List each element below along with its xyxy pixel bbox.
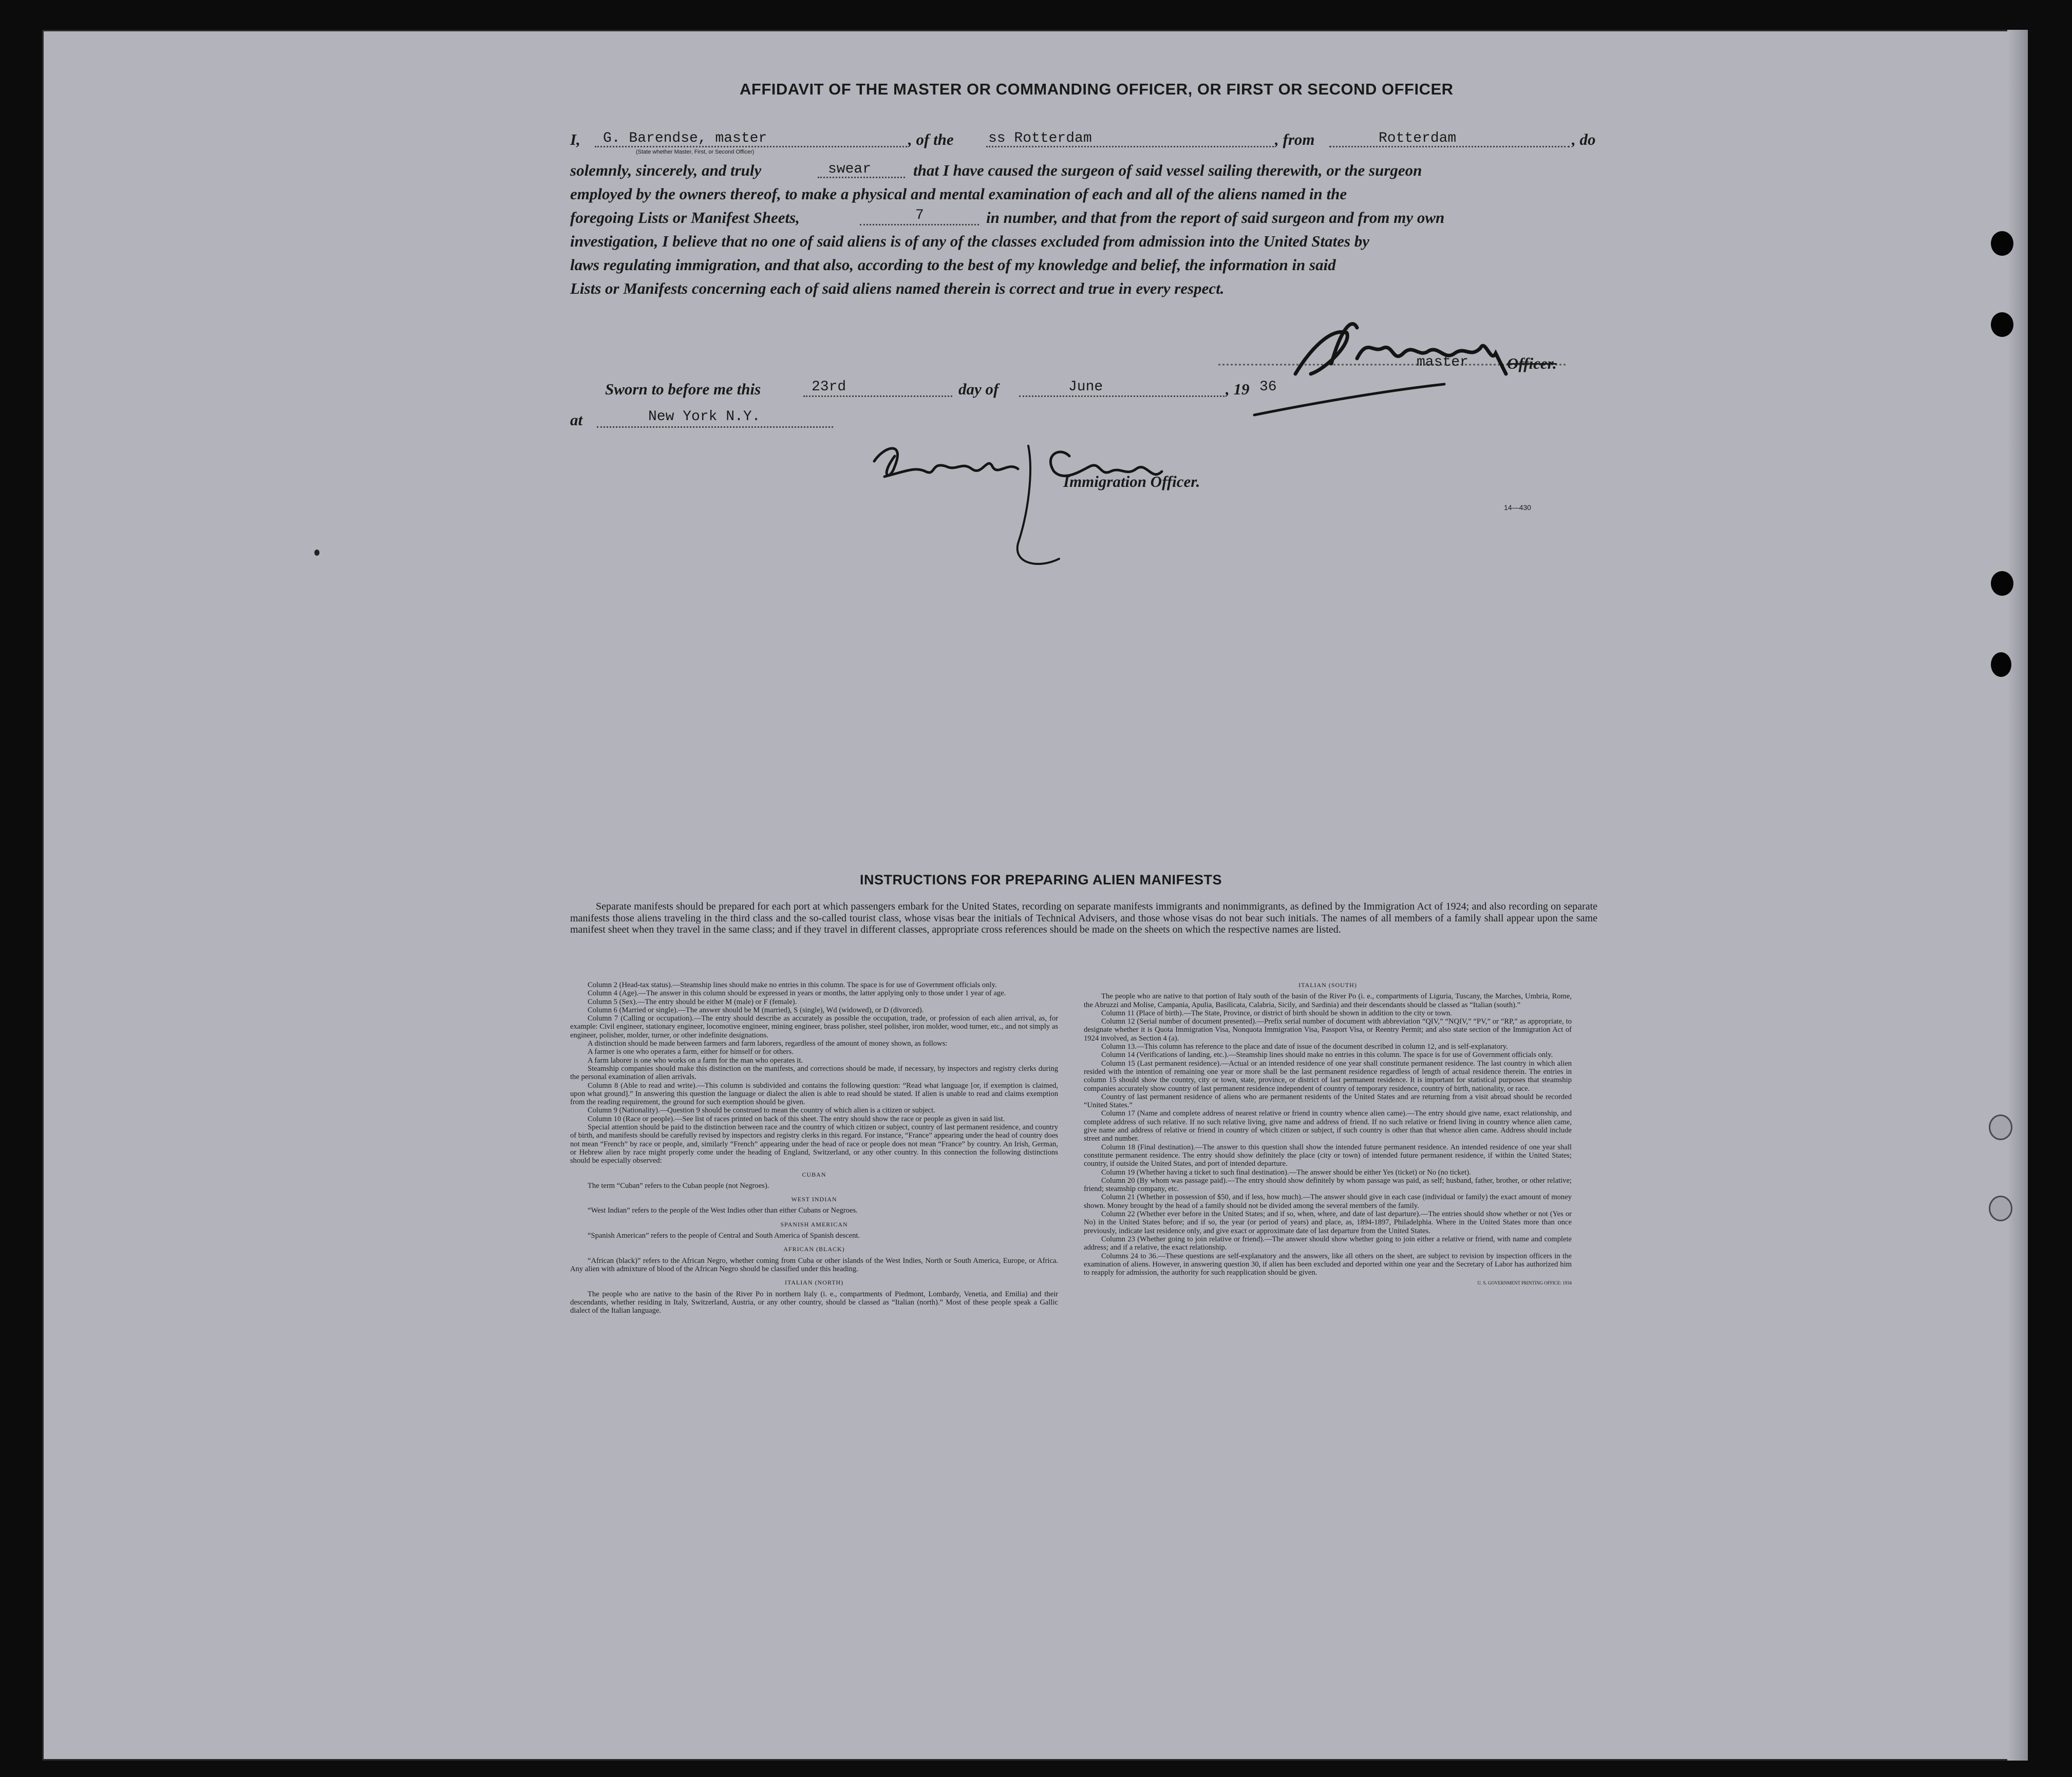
master-word: master bbox=[1417, 354, 1468, 370]
sheets-underline bbox=[860, 224, 979, 225]
right-para: Column 18 (Final destination).—The answer to this question shall show the intended future permanent residence. An intended residence of one year shall constitute permanent residence. The entry should show definitely the place (city or town) of intended future permanent residence, if within the United States; country, if outside the United States, and port of intended departure. bbox=[1084, 1143, 1572, 1168]
port-name: Rotterdam bbox=[1379, 130, 1457, 146]
binder-hole bbox=[1991, 231, 2013, 256]
manifest-sheet bbox=[42, 30, 2028, 1761]
spanish-american-heading: SPANISH AMERICAN bbox=[780, 1220, 848, 1228]
right-para: Column 22 (Whether ever before in the United States; and if so, when, where, and date of last departure).—The entries should show whether or not (Yes or No) in the United States before; and if so, the year (or period of years) and place, as, 1894-1897, Philadelphia. Where in the United States more than once previously, indicate last residence only, and give exact or approximate date of last departure from the United States. bbox=[1084, 1210, 1572, 1235]
affidavit-line2-a: solemnly, sincerely, and truly bbox=[570, 161, 762, 179]
west-indian-para: “West Indian” refers to the people of the West Indies other than either Cubans or Negroes. bbox=[588, 1206, 858, 1215]
sworn-place: New York N.Y. bbox=[648, 409, 761, 425]
instructions-intro: Separate manifests should be prepared for each port at which passengers embark for the United States, recording on separate manifests immigrants and nonimmigrants, as defined by the Immigration Act of 1924; and also recording on separate manifests those aliens traveling in the third class and the so-called tourist class, whose visas bear the initials of Technical Advisers, and those whose visas do not bear such initials. The names of all members of a family shall appear upon the same manifest sheet when they travel in the same class; and if they travel in different classes, appropriate cross references should be made on the sheets on which the respective names are listed. bbox=[570, 901, 1597, 935]
left-para: Steamship companies should make this distinction on the manifests, and corrections should be made, if necessary, by inspectors and registry clerks during the personal examination of alien arrivals. bbox=[570, 1064, 1058, 1082]
sworn-year: 36 bbox=[1259, 379, 1277, 395]
of-the-label: , of the bbox=[908, 130, 954, 148]
binder-hole bbox=[1991, 571, 2013, 596]
italian-north-heading: ITALIAN (NORTH) bbox=[784, 1279, 844, 1287]
left-para: Column 6 (Married or single).—The answer should be M (married), S (single), Wd (widowed), or D (divorced). bbox=[588, 1006, 924, 1014]
day-underline bbox=[803, 395, 952, 397]
affidavit-line4-b: in number, and that from the report of said surgeon and from my own bbox=[986, 209, 1445, 226]
right-para: Column 23 (Whether going to join relative or friend).—The answer should show whether going to join either a relative or friend, with name and complete address; and if a relative, the exact relationship. bbox=[1084, 1235, 1572, 1252]
right-para: Column 19 (Whether having a ticket to such final destination).—The answer should be either Yes (ticket) or No (no ticket). bbox=[1101, 1168, 1471, 1177]
right-para: Column 20 (By whom was passage paid).—The entry should show definitely by whom passage was paid, as self; husband, father, brother, or other relative; friend; steamship company, etc. bbox=[1084, 1176, 1572, 1194]
immigration-officer-signature bbox=[864, 425, 1193, 574]
affidavit-i-label: I, bbox=[570, 130, 580, 148]
name-note: (State whether Master, First, or Second Officer) bbox=[636, 149, 755, 155]
affidavit-title: AFFIDAVIT OF THE MASTER OR COMMANDING OFFICER, OR FIRST OR SECOND OFFICER bbox=[740, 80, 1454, 98]
right-para: Column 14 (Verifications of landing, etc.).—Steamship lines should make no entries in this column. The space is for use of Government officials only. bbox=[1101, 1051, 1553, 1060]
right-para: Columns 24 to 36.—These questions are self-explanatory and the answers, like all others on the sheet, are subject to revision by inspection officers in the examination of aliens. However, in answering question 30, if alien has been excluded and deported within one year and the Secretary of Labor has authorized him to reapply for admission, the authority for such reapplication should be given. bbox=[1084, 1252, 1572, 1277]
left-para: A distinction should be made between farmers and farm laborers, regardless of the amount of money shown, as follows: bbox=[588, 1039, 948, 1048]
sheet-count: 7 bbox=[915, 207, 924, 223]
left-para: Special attention should be paid to the distinction between race and the country of which citizen or subject, country of last permanent residence, and country of birth, and manifests should be carefully revised by inspectors and registry clerks in this regard. For instance, “France” appearing under the head of country does not mean “French” by race or people, and, similarly “French” appearing under the head of race or people does not mean “France” by country. An Irish, German, or Hebrew alien by race might properly come under the heading of England, Switzerland, or any other country. In this connection the following distinctions should be especially observed: bbox=[570, 1123, 1058, 1165]
officer-word: Officer. bbox=[1507, 354, 1557, 372]
right-para: Column 13.—This column has reference to the place and date of issue of the document described in column 12, and is self-explanatory. bbox=[1101, 1043, 1508, 1051]
instructions-left-column bbox=[570, 981, 1058, 1315]
immigration-officer-title: Immigration Officer. bbox=[1063, 472, 1200, 490]
affidavit-line3: employed by the owners thereof, to make a physical and mental examination of each and all of the aliens named in the bbox=[570, 185, 1347, 203]
from-label: , from bbox=[1275, 130, 1315, 148]
right-para: Column 21 (Whether in possession of $50, and if less, how much).—The answer should give in each case (individual or family) the exact amount of money shown. Money brought by the head of a family should not be divided among the several members of the family. bbox=[1084, 1193, 1572, 1210]
year-prefix: , 19 bbox=[1226, 380, 1250, 398]
right-para: Column 15 (Last permanent residence).—Actual or an intended residence of one year shall constitute permanent residence. The last country in which alien resided with the intention of remaining one year or more shall be the last permanent residence regardless of length of actual residence therein. The entries in column 15 should show the country, city or town, state, province, or district of last permanent residence. It is important for statistical purposes that steamship companies accurately show country of last permanent residence independent of country of temporary residence, country of birth, nationality, or race. bbox=[1084, 1059, 1572, 1093]
left-para: Column 2 (Head-tax status).—Steamship lines should make no entries in this column. The space is for use of Government officials only. bbox=[588, 981, 997, 989]
day-of-label: day of bbox=[958, 380, 999, 398]
african-heading: AFRICAN (BLACK) bbox=[783, 1245, 845, 1253]
binder-hole-empty bbox=[1989, 1114, 2012, 1140]
binder-hole bbox=[1991, 652, 2011, 677]
at-label: at bbox=[570, 411, 583, 429]
right-para: Country of last permanent residence of aliens who are permanent residents of the United States and are returning from a visit abroad should be recorded “United States.” bbox=[1084, 1092, 1572, 1110]
left-para: Column 9 (Nationality).—Question 9 should be construed to mean the country of which alien is a citizen or subject. bbox=[588, 1106, 935, 1115]
left-para: A farmer is one who operates a farm, either for himself or for others. bbox=[588, 1048, 794, 1056]
affidavit-line7: Lists or Manifests concerning each of said aliens named therein is correct and true in every respect. bbox=[570, 279, 1225, 297]
oath-word: swear bbox=[828, 161, 872, 177]
west-indian-heading: WEST INDIAN bbox=[791, 1196, 837, 1203]
spanish-american-para: “Spanish American” refers to the people of Central and South America of Spanish descent. bbox=[588, 1232, 860, 1240]
form-number: 14—430 bbox=[1504, 503, 1531, 512]
instructions-right-column bbox=[1084, 981, 1572, 1288]
cuban-para: The term “Cuban” refers to the Cuban people (not Negroes). bbox=[588, 1181, 769, 1190]
affidavit-line5: investigation, I believe that no one of said aliens is of any of the classes excluded from admission into the United States by bbox=[570, 232, 1370, 250]
right-para: Column 11 (Place of birth).—The State, Province, or district of birth should be shown in addition to the city or town. bbox=[1101, 1009, 1452, 1017]
left-para: A farm laborer is one who works on a farm for the man who operates it. bbox=[588, 1056, 803, 1065]
right-para: Column 17 (Name and complete address of nearest relative or friend in country whence alien came).—The entry should give name, exact relationship, and complete address of such relative. If no such relative living, give name and address of friend. If no such relative or friend living in country whence alien came, give name and address of relative or friend in country of which citizen or subject, if such country is other than that whence alien came. Address should include street and number. bbox=[1084, 1109, 1572, 1143]
left-para: Column 4 (Age).—The answer in this column should be expressed in years or months, the latter applying only to those under 1 year of age. bbox=[588, 989, 1006, 998]
left-para: Column 8 (Able to read and write).—This column is subdivided and contains the following question: “Read what language [or, if exemption is claimed, upon what ground].” In answering this question the language or dialect the alien is able to read should be stated. If alien is unable to read and claims exemption from the reading requirement, the ground for such exemption should be given. bbox=[570, 1081, 1058, 1107]
vessel-name: ss Rotterdam bbox=[988, 130, 1092, 146]
sworn-day: 23rd bbox=[812, 379, 846, 395]
left-para: Column 7 (Calling or occupation).—The entry should describe as accurately as possible the occupation, trade, or profession of each alien arrival, as, for example: Civil engineer, stationary engineer, locomotive engineer, mining engineer, brass polisher, steel polisher, iron molder, wood turner, etc., and not simply as engineer, polisher, molder, turner, or other indefinite designations. bbox=[570, 1014, 1058, 1039]
cuban-heading: CUBAN bbox=[802, 1170, 826, 1178]
printer-imprint: U. S. GOVERNMENT PRINTING OFFICE: 1934 bbox=[1477, 1280, 1572, 1286]
month-underline bbox=[1019, 395, 1225, 397]
sworn-month: June bbox=[1068, 379, 1103, 395]
sworn-label: Sworn to before me this bbox=[605, 380, 761, 398]
stray-mark bbox=[314, 550, 319, 556]
instructions-title: INSTRUCTIONS FOR PREPARING ALIEN MANIFESTS bbox=[860, 872, 1222, 887]
do-label: , do bbox=[1572, 130, 1596, 148]
page-edge-shading bbox=[2007, 30, 2028, 1761]
affidavit-line2-b: that I have caused the surgeon of said vessel sailing therewith, or the surgeon bbox=[913, 161, 1422, 179]
italian-south-heading: ITALIAN (SOUTH) bbox=[1298, 981, 1357, 989]
right-para: The people who are native to that portion of Italy south of the basin of the River Po (i. e., compartments of Liguria, Tuscany, the Marches, Umbria, Rome, the Abruzzi and Molise, Campania, Apulia, Basilicata, Calabria, Sicily, and Sardinia) and their descendants should be classed as “Italian (south).” bbox=[1084, 992, 1572, 1009]
affidavit-line6: laws regulating immigration, and that also, according to the best of my knowledge and belief, the information in said bbox=[570, 256, 1336, 274]
left-para: Column 5 (Sex).—The entry should be either M (male) or F (female). bbox=[588, 997, 797, 1006]
italian-north-para: The people who are native to the basin of the River Po in northern Italy (i. e., compartments of Piedmont, Lombardy, Venetia, and Emilia) and their descendants, whether residing in Italy, Switzerland, Austria, or any other country, should be classed as “Italian (north).” Most of these people speak a Gallic dialect of the Italian language. bbox=[570, 1290, 1058, 1315]
master-name: G. Barendse, master bbox=[603, 130, 767, 146]
african-para: “African (black)” refers to the African Negro, whether coming from Cuba or other islands of the West Indies, North or South America, Europe, or Africa. Any alien with admixture of blood of the African Negro should be classified under this heading. bbox=[570, 1256, 1058, 1273]
binder-hole bbox=[1991, 312, 2013, 337]
place-underline bbox=[597, 426, 833, 428]
binder-hole-empty bbox=[1989, 1196, 2012, 1221]
left-para: Column 10 (Race or people).—See list of races printed on back of this sheet. The entry should show the race or people as given in said list. bbox=[588, 1114, 1005, 1123]
right-para: Column 12 (Serial number of document presented).—Prefix serial number of document with abbreviation “QIV,” “NQIV,” “PV,” or “RP,” as appropriate, to designate whether it is Quota Immigration Visa, Nonquota Immigration Visa, Passport Visa, or Reentry Permit; and also state section of the Immigration Act of 1924 involved, as Section 4 (a). bbox=[1084, 1017, 1572, 1043]
affidavit-line4-a: foregoing Lists or Manifest Sheets, bbox=[570, 209, 800, 226]
